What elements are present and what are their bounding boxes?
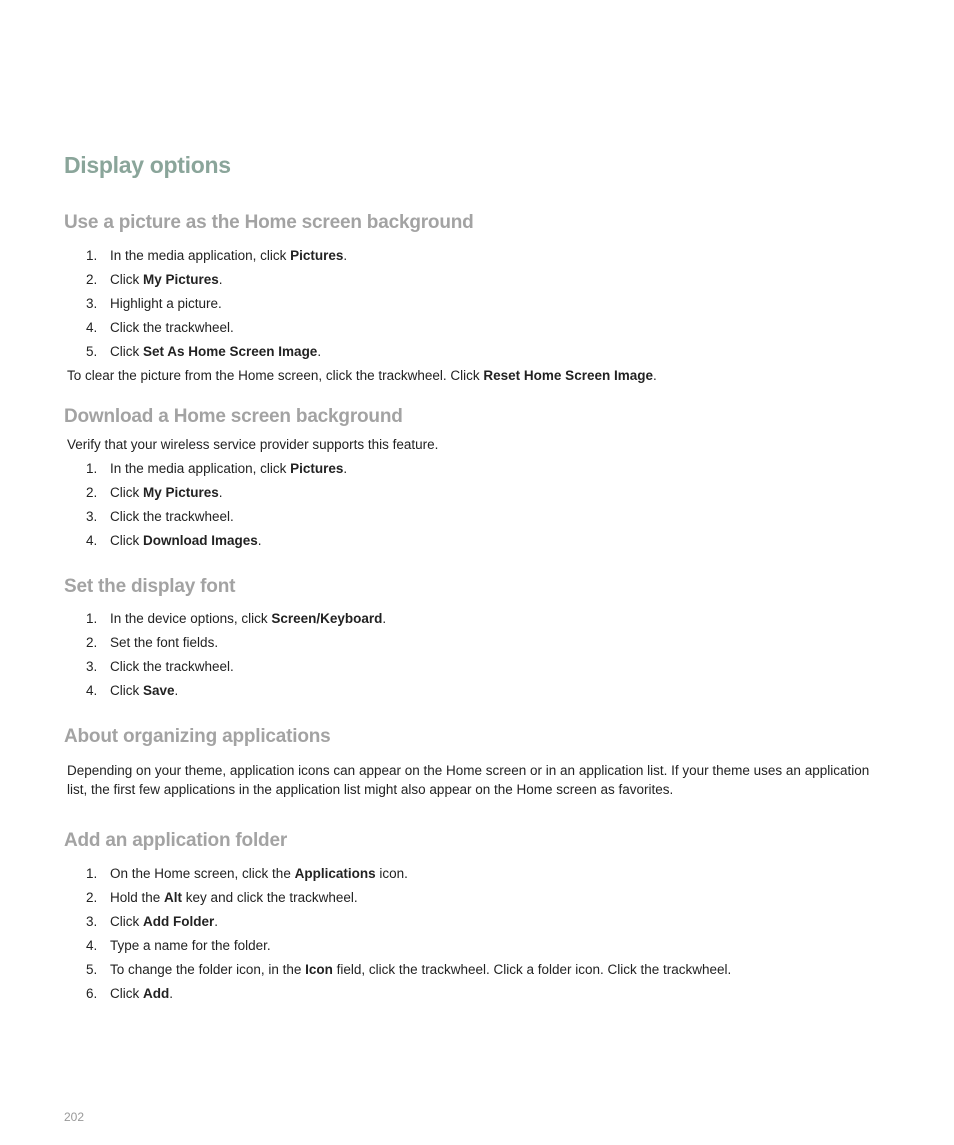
steps-list-download-background: [86, 457, 347, 553]
list-item: 2. Click My Pictures.: [86, 272, 223, 287]
list-item: 3. Click Add Folder.: [86, 914, 219, 929]
list-item: 5. Click Set As Home Screen Image.: [86, 344, 322, 359]
page-number: 202: [64, 1110, 85, 1124]
list-item: 1. In the device options, click Screen/Keyboard.: [86, 611, 387, 626]
list-item: 5. To change the folder icon, in the Icon field, click the trackwheel. Click a folder icon. Click the trackwheel.: [86, 962, 732, 977]
steps-list-home-background: [86, 244, 347, 364]
list-item: 1. In the media application, click Pictures.: [86, 461, 348, 476]
page-title: Display options: [64, 152, 231, 178]
intro-verify-provider: Verify that your wireless service provider supports this feature.: [67, 437, 439, 452]
list-item: 4. Click the trackwheel.: [86, 320, 234, 335]
list-item: 2. Hold the Alt key and click the trackwheel.: [86, 890, 358, 905]
list-item: 3. Highlight a picture.: [86, 296, 222, 311]
section-heading-display-font: Set the display font: [64, 576, 236, 597]
list-item: 4. Type a name for the folder.: [86, 938, 271, 953]
note-clear-picture: To clear the picture from the Home screen, click the trackwheel. Click Reset Home Screen Image.: [67, 368, 657, 383]
body-organizing-apps-line-2: list, the first few applications in the application list might also appear on the Home screen as favorites.: [67, 782, 674, 797]
section-heading-download-background: Download a Home screen background: [64, 406, 403, 427]
list-item: 6. Click Add.: [86, 986, 174, 1001]
list-item: 2. Click My Pictures.: [86, 485, 223, 500]
steps-list-add-folder: [86, 862, 731, 1006]
section-heading-home-background: Use a picture as the Home screen background: [64, 212, 474, 233]
list-item: 3. Click the trackwheel.: [86, 509, 234, 524]
list-item: 4. Click Save.: [86, 683, 179, 698]
body-organizing-apps-line-1: Depending on your theme, application icons can appear on the Home screen or in an application list. If your theme uses an application: [67, 763, 870, 778]
list-item: 3. Click the trackwheel.: [86, 659, 234, 674]
steps-list-display-font: [86, 607, 386, 703]
list-item: 4. Click Download Images.: [86, 533, 262, 548]
list-item: 2. Set the font fields.: [86, 635, 219, 650]
section-heading-organizing-apps: About organizing applications: [64, 726, 331, 747]
list-item: 1. On the Home screen, click the Applications icon.: [86, 866, 408, 881]
list-item: 1. In the media application, click Pictures.: [86, 248, 348, 263]
section-heading-add-folder: Add an application folder: [64, 830, 288, 851]
